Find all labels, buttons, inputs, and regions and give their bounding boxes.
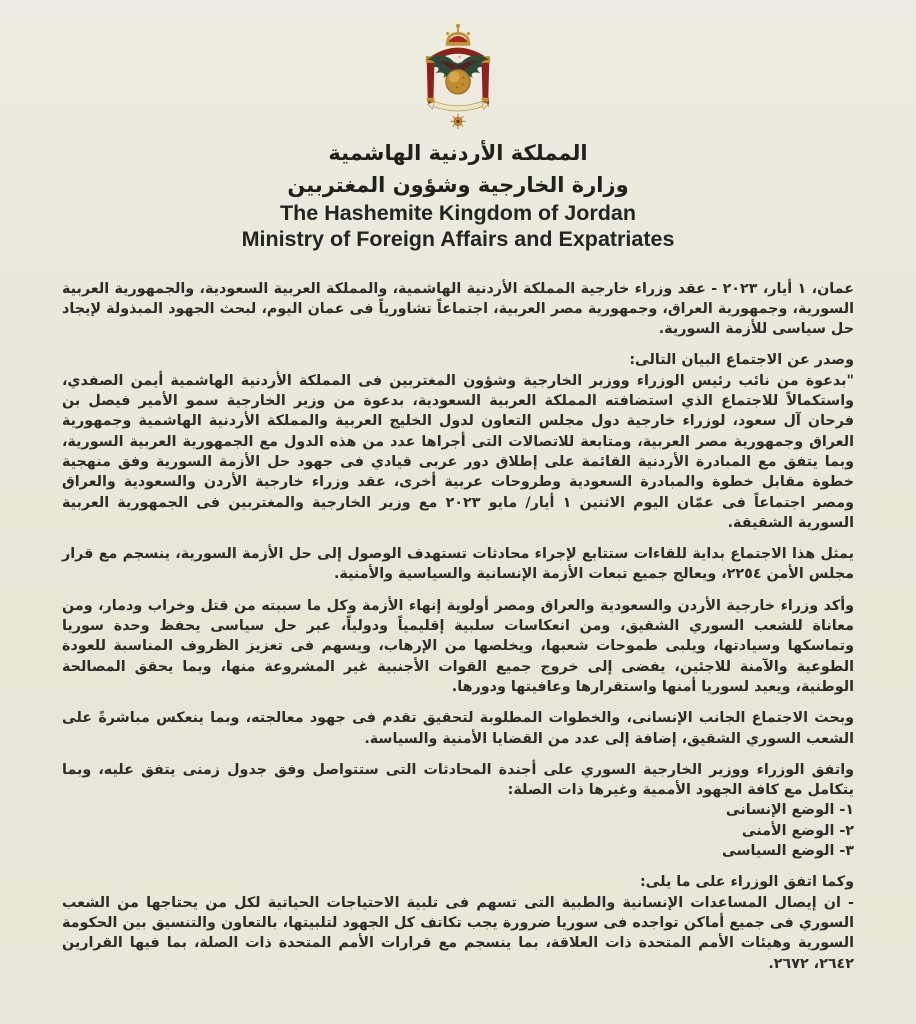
statement-intro-line: وصدر عن الاجتماع البيان التالى: [629,352,854,369]
jordan-coat-of-arms [0,0,916,134]
kingdom-title-english: The Hashemite Kingdom of Jordan [280,201,636,225]
paragraph-ministers-affirmation: وأكد وزراء خارجية الأردن والسعودية والعراق ومصر أولوية إنهاء الأزمة وكل ما سببته من قتل وخراب ودمار، ومن معاناة للشعب السوري الشقيق، ومن انعكاسات سلبية إقليمياً ودولياً، عبر حل سياسى يحفظ وحدة سوريا وتماسكها وسيادتها، ويلبى طموحات شعبها، ويخلصها من الإرهاب، ويسهم فى تعزيز الظروف المناسبة للعودة الطوعية والآمنة للاجئين، يفضى إلى خروج جميع القوات الأجنبية غير المشروعة منها، وبما يحقق المصالحة الوطنية، ويعيد لسوريا أمنها واستقرارها وعافيتها ودورها. [62,597,854,695]
paragraph-meeting-start: يمثل هذا الاجتماع بداية للقاءات ستتابع لإجراء محادثات تستهدف الوصول إلى حل الأزمة السورية، ينسجم مع قرار مجلس الأمن ٢٢٥٤، ويعالج جميع تبعات الأزمة الإنسانية والسياسية والأمنية. [62,546,854,583]
star-medal-icon [450,114,465,129]
ministry-title-english: Ministry of Foreign Affairs and Expatriates [241,226,675,251]
globe-icon [446,69,471,94]
agenda-item-security: ٢- الوضع الأمنى [741,822,854,839]
ministry-title-arabic-line1: المملكة الأردنية الهاشمية [328,141,588,165]
paragraph-statement-quote: "بدعوة من نائب رئيس الوزراء ووزير الخارجية وشؤون المغتربين فى المملكة الأردنية الهاشمية أيمن الصفدي، واستكمالاً للاجتماع الذي استضافته المملكة العربية السعودية، بدعوة من وزير الخارجية سمو الأمير فيصل بن فرحان آل سعود، لوزراء خارجية دول مجلس التعاون لدول الخليج العربية والمملكة الأردنية الهاشمية وجمهورية العراق وجمهورية مصر العربية، ومتابعة للاتصالات التى أجراها عدد من هذه الدول مع الجمهورية العربية السورية، وبما يتفق مع المبادرة الأردنية القائمة على إطلاق دور عربى قيادي فى جهود حل الأزمة السورية وفق منهجية خطوة مقابل خطوة والمبادرة السعودية وطروحات عربية أخرى، عقد وزراء خارجية الأردن والسعودية والعراق ومصر اجتماعاً فى عمّان اليوم الاثنين ١ أيار/ مايو ٢٠٢٣ مع وزير الخارجية والمغتربين فى الجمهورية العربية السورية الشقيقة. [62,372,855,531]
statement-body [62,279,854,974]
agreed-block [62,872,854,973]
ribbon-icon [428,102,489,111]
agenda-list [62,800,854,861]
paragraph-agenda-intro: واتفق الوزراء ووزير الخارجية السوري على أجندة المحادثات التى ستتواصل وفق جدول زمنى يتفق عليه، وبما يتكامل مع كافة الجهود الأممية وغيرها ذات الصلة: [62,761,854,799]
agenda-block [62,760,854,861]
jordan-coat-of-arms-graphic [406,18,510,134]
paragraph-aid-delivery: - ان إيصال المساعدات الإنسانية والطبية التى تسهم فى تلبية الاحتياجات الحياتية لكل من يحتاجها من الشعب السوري فى جميع أماكن تواجده فى سوريا ضرورة يجب تكاتف كل الجهود لتلبيتها، بالتعاون والتنسيق بين الحكومة السورية وهيئات الأمم المتحدة ذات العلاقة، بما ينسجم مع قرارات الأمم المتحدة ذات الصلة، بما فيها القرارين ٢٦٤٢، ٢٦٧٢. [62,894,854,972]
crown-icon [446,24,471,46]
ministry-title-arabic-line2: وزارة الخارجية وشؤون المغتربين [287,172,629,197]
letterhead [0,138,916,253]
agreed-intro-line: وكما اتفق الوزراء على ما يلى: [639,874,854,891]
paragraph-opening-dateline: عمان، ١ أيار، ٢٠٢٣ - عقد وزراء خارجية المملكة الأردنية الهاشمية، والمملكة العربية السعودية، والجمهورية العربية السورية، وجمهورية العراق، وجمهورية مصر العربية، اجتماعاً تشاورياً فى عمان اليوم، لبحث الجهود المبذولة لإيجاد حل سياسى للأزمة السورية. [62,280,854,338]
agenda-item-humanitarian: ١- الوضع الإنسانى [725,802,854,819]
agenda-item-political: ٣- الوضع السياسى [722,843,854,860]
statement-block [62,350,854,533]
paragraph-humanitarian-aspect: وبحث الاجتماع الجانب الإنسانى، والخطوات المطلوبة لتحقيق تقدم فى جهود معالجته، وبما ينعكس مباشرةً على الشعب السوري الشقيق، إضافة إلى عدد من القضايا الأمنية والسياسة. [62,710,854,747]
